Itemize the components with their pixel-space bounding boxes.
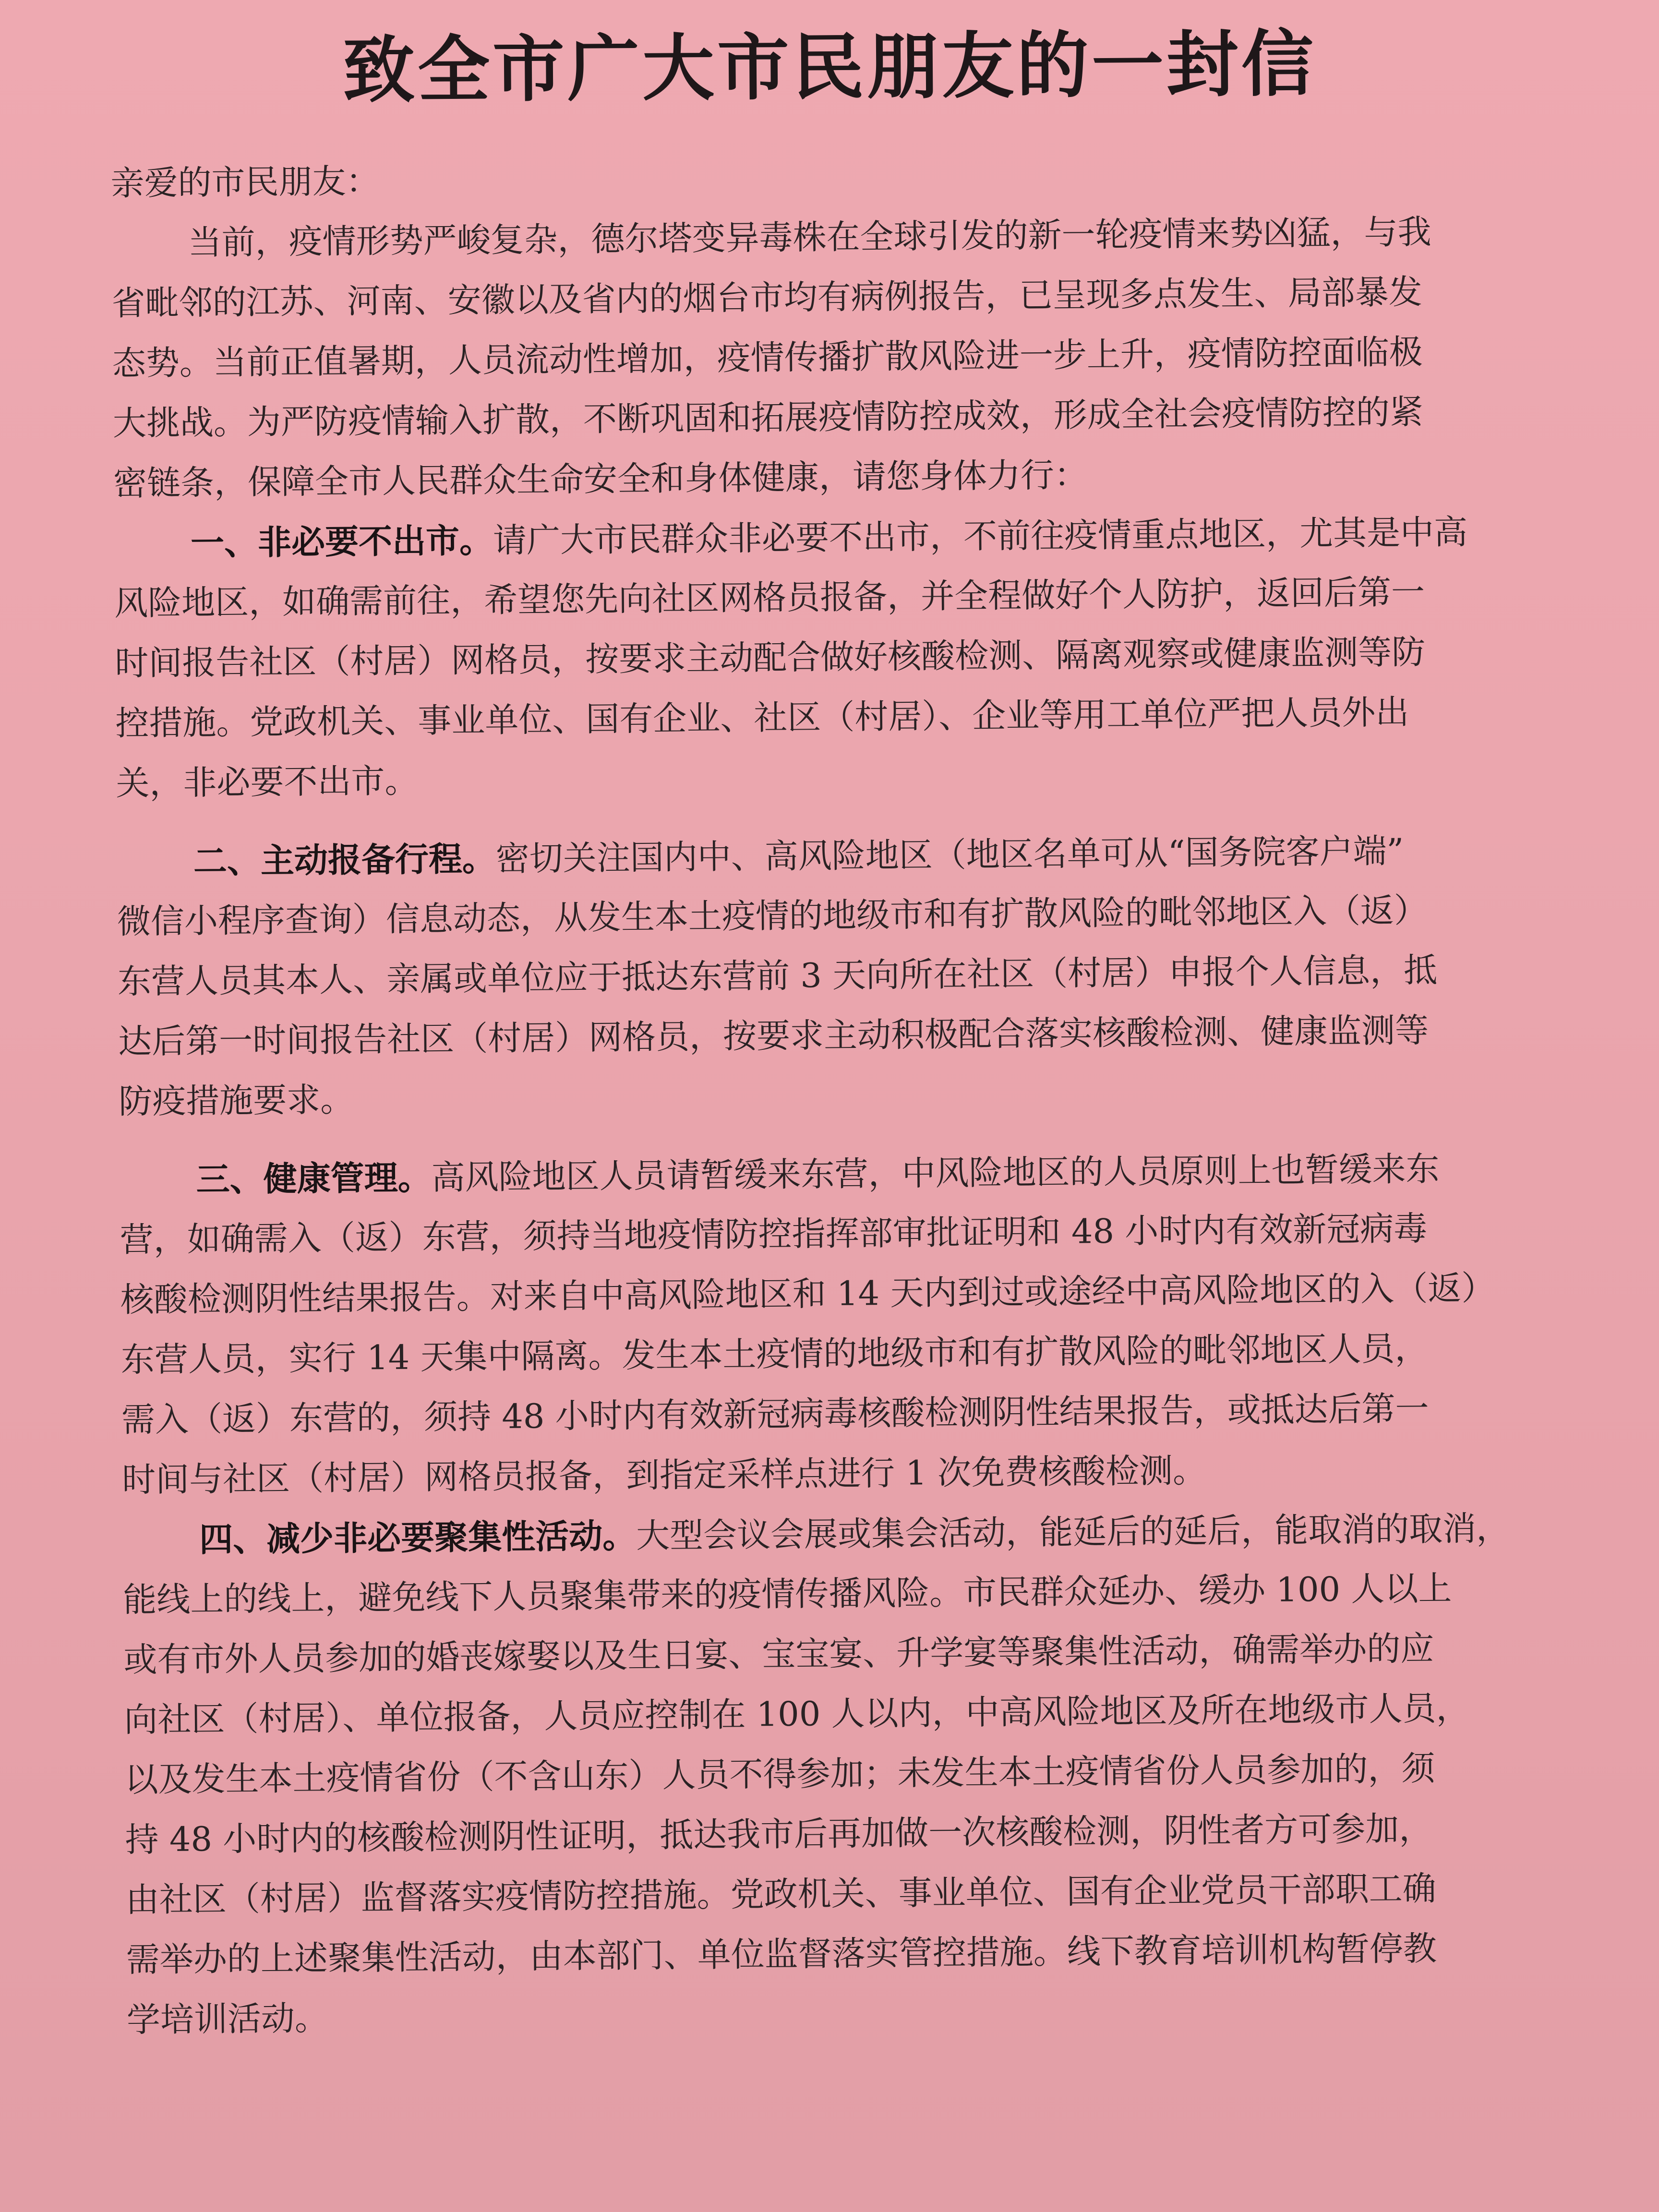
section-1	[114, 501, 1566, 814]
section-line: 时间与社区（村居）网格员报备，到指定采样点进行 1 次免费核酸检测。	[121, 1451, 1207, 1500]
section-line: 控措施。党政机关、事业单位、国有企业、社区（村居）、企业等用工单位严把人员外出	[115, 692, 1409, 743]
section-line: 核酸检测阴性结果报告。对来自中高风险地区和 14 天内到过或途经中高风险地区的入（返）	[120, 1268, 1495, 1320]
intro-line: 态势。当前正值暑期，人员流动性增加，疫情传播扩散风险进一步上升，疫情防控面临极	[112, 332, 1423, 383]
section-line: 以及发生本土疫情省份（不含山东）人员不得参加；未发生本土疫情省份人员参加的，须	[124, 1749, 1435, 1800]
intro-paragraph	[111, 201, 1563, 514]
intro-line: 密链条，保障全市人民群众生命安全和身体健康，请您身体力行：	[113, 455, 1088, 503]
section-text: 大型会议会展或集会活动，能延后的延后，能取消的取消，	[636, 1508, 1510, 1556]
section-line: 需举办的上述聚集性活动，由本部门、单位监督落实管控措施。线下教育培训机构暂停教	[126, 1929, 1437, 1980]
section-line: 东营人员，实行 14 天集中隔离。发生本土疫情的地级市和有扩散风险的毗邻地区人员，	[120, 1329, 1429, 1380]
intro-line: 大挑战。为严防疫情输入扩散，不断巩固和拓展疫情防控成效，形成全社会疫情防控的紧	[112, 392, 1424, 443]
section-heading: 三、健康管理。	[196, 1157, 432, 1200]
section-heading: 二、主动报备行程。	[193, 839, 496, 881]
section-line: 持 48 小时内的核酸检测阴性证明，抵达我市后再加做一次核酸检测，阴性者方可参加，	[125, 1809, 1433, 1860]
section-line: 能线上的线上，避免线下人员聚集带来的疫情传播风险。市民群众延办、缓办 100 人以上	[122, 1568, 1452, 1620]
section-line: 学培训活动。	[126, 1998, 329, 2040]
letter-title: 致全市广大市民朋友的一封信	[342, 21, 1317, 113]
intro-line: 省毗邻的江苏、河南、安徽以及省内的烟台市均有病例报告，已呈现多点发生、局部暴发	[111, 272, 1422, 323]
section-heading: 四、减少非必要聚集性活动。	[199, 1515, 637, 1560]
letter-body	[110, 141, 1576, 2050]
section-text: 密切关注国内中、高风险地区（地区名单可从“国务院客户端”	[495, 831, 1404, 879]
section-3	[119, 1138, 1572, 1510]
section-line: 向社区（村居）、单位报备，人员应控制在 100 人以内，中高风险地区及所在地级市人员，	[124, 1688, 1470, 1740]
section-text: 高风险地区人员请暂缓来东营，中风险地区的人员原则上也暂缓来东	[431, 1149, 1440, 1198]
section-line: 或有市外人员参加的婚丧嫁娶以及生日宴、宝宝宴、升学宴等聚集性活动，确需举办的应	[123, 1629, 1434, 1680]
section-line: 需入（返）东营的，须持 48 小时内有效新冠病毒核酸检测阴性结果报告，或抵达后第一	[121, 1389, 1429, 1440]
section-line: 时间报告社区（村居）网格员，按要求主动配合做好核酸检测、隔离观察或健康监测等防	[114, 632, 1426, 683]
section-line: 营，如确需入（返）东营，须持当地疫情防控指挥部审批证明和 48 小时内有效新冠病毒	[120, 1209, 1428, 1260]
section-line: 防疫措施要求。	[118, 1080, 354, 1121]
section-line: 风险地区，如确需前往，希望您先向社区网格员报备，并全程做好个人防护，返回后第一	[114, 572, 1425, 623]
section-line: 东营人员其本人、亲属或单位应于抵达东营前 3 天向所在社区（村居）申报个人信息，抵	[117, 950, 1438, 1001]
section-heading: 一、非必要不出市。	[190, 520, 493, 563]
section-line: 关，非必要不出市。	[116, 761, 419, 803]
section-line: 由社区（村居）监督落实疫情防控措施。党政机关、事业单位、国有企业党员干部职工确	[125, 1869, 1437, 1920]
section-4	[122, 1498, 1577, 2050]
section-text: 请广大市民群众非必要不出市，不前往疫情重点地区，尤其是中高	[493, 512, 1468, 561]
section-2	[116, 819, 1568, 1132]
salutation: 亲爱的市民朋友：	[110, 161, 380, 203]
intro-line: 当前，疫情形势严峻复杂，德尔塔变异毒株在全球引发的新一轮疫情来势凶猛，与我	[188, 212, 1431, 263]
section-line: 达后第一时间报告社区（村居）网格员，按要求主动积极配合落实核酸检测、健康监测等	[118, 1010, 1429, 1061]
section-line: 微信小程序查询）信息动态，从发生本土疫情的地级市和有扩散风险的毗邻地区入（返）	[117, 890, 1428, 941]
